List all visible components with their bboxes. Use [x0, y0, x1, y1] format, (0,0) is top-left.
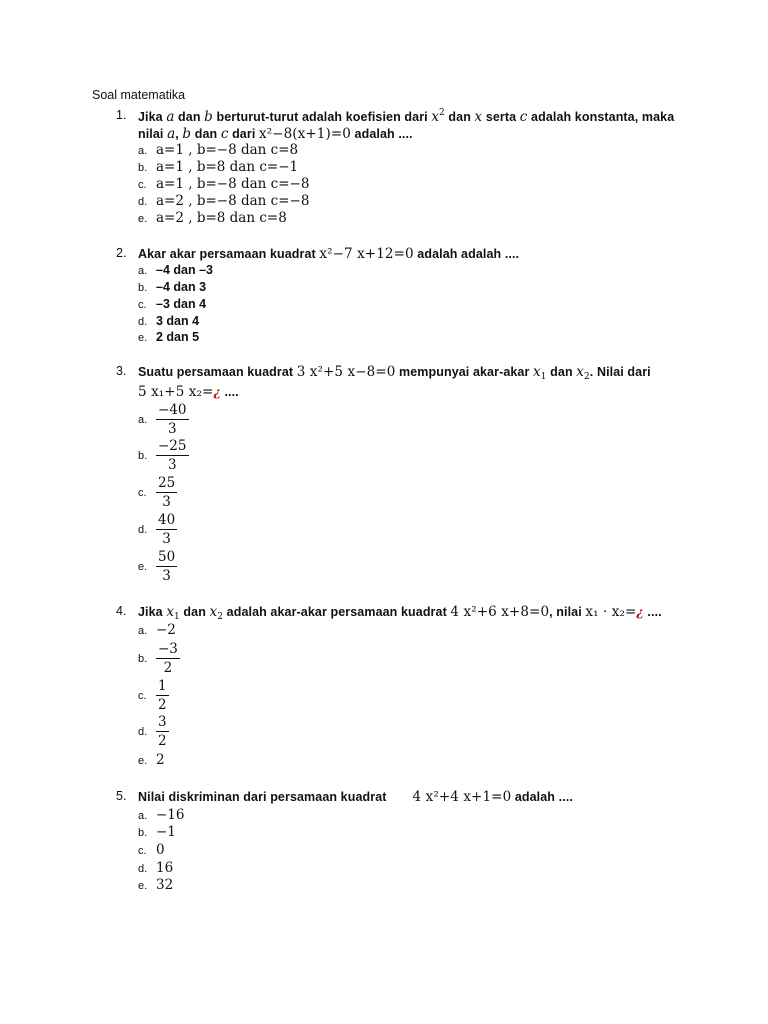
fraction: $\frac{3}{2}$: [158, 714, 167, 749]
question-text-line2: 5 x₁+5 x₂=¿ ....: [138, 384, 239, 400]
red-glyph: ¿: [213, 384, 221, 399]
option-e[interactable]: e. 2 dan 5: [138, 330, 200, 344]
math-x1: $x_1$: [533, 364, 547, 382]
question-text: Akar akar persamaan kuadrat x²−7 x+12=0 adalah adalah ....: [138, 246, 520, 262]
option-d[interactable]: d. 16: [138, 860, 174, 876]
fraction: $\frac{25}{3}$: [158, 475, 176, 510]
fraction: $\frac{-3}{2}$: [158, 641, 178, 676]
option-c[interactable]: c. $\frac{1}{2}$: [138, 678, 167, 713]
option-e[interactable]: e. $\frac{50}{3}$: [138, 549, 176, 584]
equation: 4 x²+6 x+8=0: [450, 604, 550, 620]
math-x: x: [474, 109, 483, 125]
option-a[interactable]: a. a=1 , b=−8 dan c=8: [138, 142, 299, 158]
question-number: 4.: [116, 604, 127, 618]
question-number: 5.: [116, 789, 127, 803]
math-x2: $x_2$: [576, 364, 590, 382]
equation: 4 x²+4 x+1=0: [412, 789, 512, 805]
option-d[interactable]: d. 3 dan 4: [138, 314, 200, 328]
option-a[interactable]: a. −16: [138, 807, 185, 823]
equation: x²−7 x+12=0: [319, 246, 414, 262]
red-glyph: ¿: [636, 604, 644, 619]
question-number: 2.: [116, 246, 127, 260]
option-b[interactable]: b. –4 dan 3: [138, 280, 207, 294]
option-b[interactable]: b. a=1 , b=8 dan c=−1: [138, 159, 299, 175]
option-d[interactable]: d. $\frac{3}{2}$: [138, 714, 167, 749]
fraction: $\frac{-40}{3}$: [158, 402, 187, 437]
page-title: Soal matematika: [92, 88, 186, 102]
fraction: $\frac{50}{3}$: [158, 549, 176, 584]
option-b[interactable]: b. −1: [138, 824, 176, 840]
question-text: Nilai diskriminan dari persamaan kuadrat 4 x²+4 x+1=0 adalah ....: [138, 789, 573, 805]
option-b[interactable]: b. $\frac{-3}{2}$: [138, 641, 178, 676]
question-number: 1.: [116, 108, 127, 122]
question-text: Jika a dan b berturut-turut adalah koefisien dari $x^2$ dan x serta c adalah konstanta, maka: [138, 108, 675, 125]
option-c[interactable]: c. 0: [138, 842, 165, 858]
option-c[interactable]: c. a=1 , b=−8 dan c=−8: [138, 176, 310, 192]
option-e[interactable]: e. 2: [138, 752, 165, 768]
option-c[interactable]: c. $\frac{25}{3}$: [138, 475, 176, 510]
option-d[interactable]: d. $\frac{40}{3}$: [138, 512, 176, 547]
fraction: $\frac{1}{2}$: [158, 678, 167, 713]
option-d[interactable]: d. a=2 , b=−8 dan c=−8: [138, 193, 310, 209]
question-text: Suatu persamaan kuadrat 3 x²+5 x−8=0 mempunyai akar-akar $x_1$ dan $x_2$. Nilai dari: [138, 364, 651, 382]
fraction: $\frac{40}{3}$: [158, 512, 176, 547]
option-e[interactable]: e. 32: [138, 877, 174, 893]
option-a[interactable]: a. –4 dan –3: [138, 263, 213, 277]
product: x₁ · x₂=: [585, 604, 637, 620]
question-number: 3.: [116, 364, 127, 378]
option-c[interactable]: c. –3 dan 4: [138, 297, 207, 311]
math-x1: $x_1$: [166, 604, 180, 622]
math-x-squared: $x^2$: [431, 108, 445, 125]
question-text: Jika $x_1$ dan $x_2$ adalah akar-akar persamaan kuadrat 4 x²+6 x+8=0, nilai x₁ · x₂=¿ ....: [138, 604, 662, 622]
option-e[interactable]: e. a=2 , b=8 dan c=8: [138, 210, 287, 226]
math-x2: $x_2$: [209, 604, 224, 622]
fraction: $\frac{-25}{3}$: [158, 438, 187, 473]
option-b[interactable]: b. $\frac{-25}{3}$: [138, 438, 187, 473]
option-a[interactable]: a. $\frac{-40}{3}$: [138, 402, 187, 437]
question-text-line2: nilai a, b dan c dari x²−8(x+1)=0 adalah ....: [138, 126, 413, 142]
equation: x²−8(x+1)=0: [258, 126, 351, 142]
equation: 3 x²+5 x−8=0: [296, 364, 396, 380]
option-a[interactable]: a. −2: [138, 622, 176, 638]
